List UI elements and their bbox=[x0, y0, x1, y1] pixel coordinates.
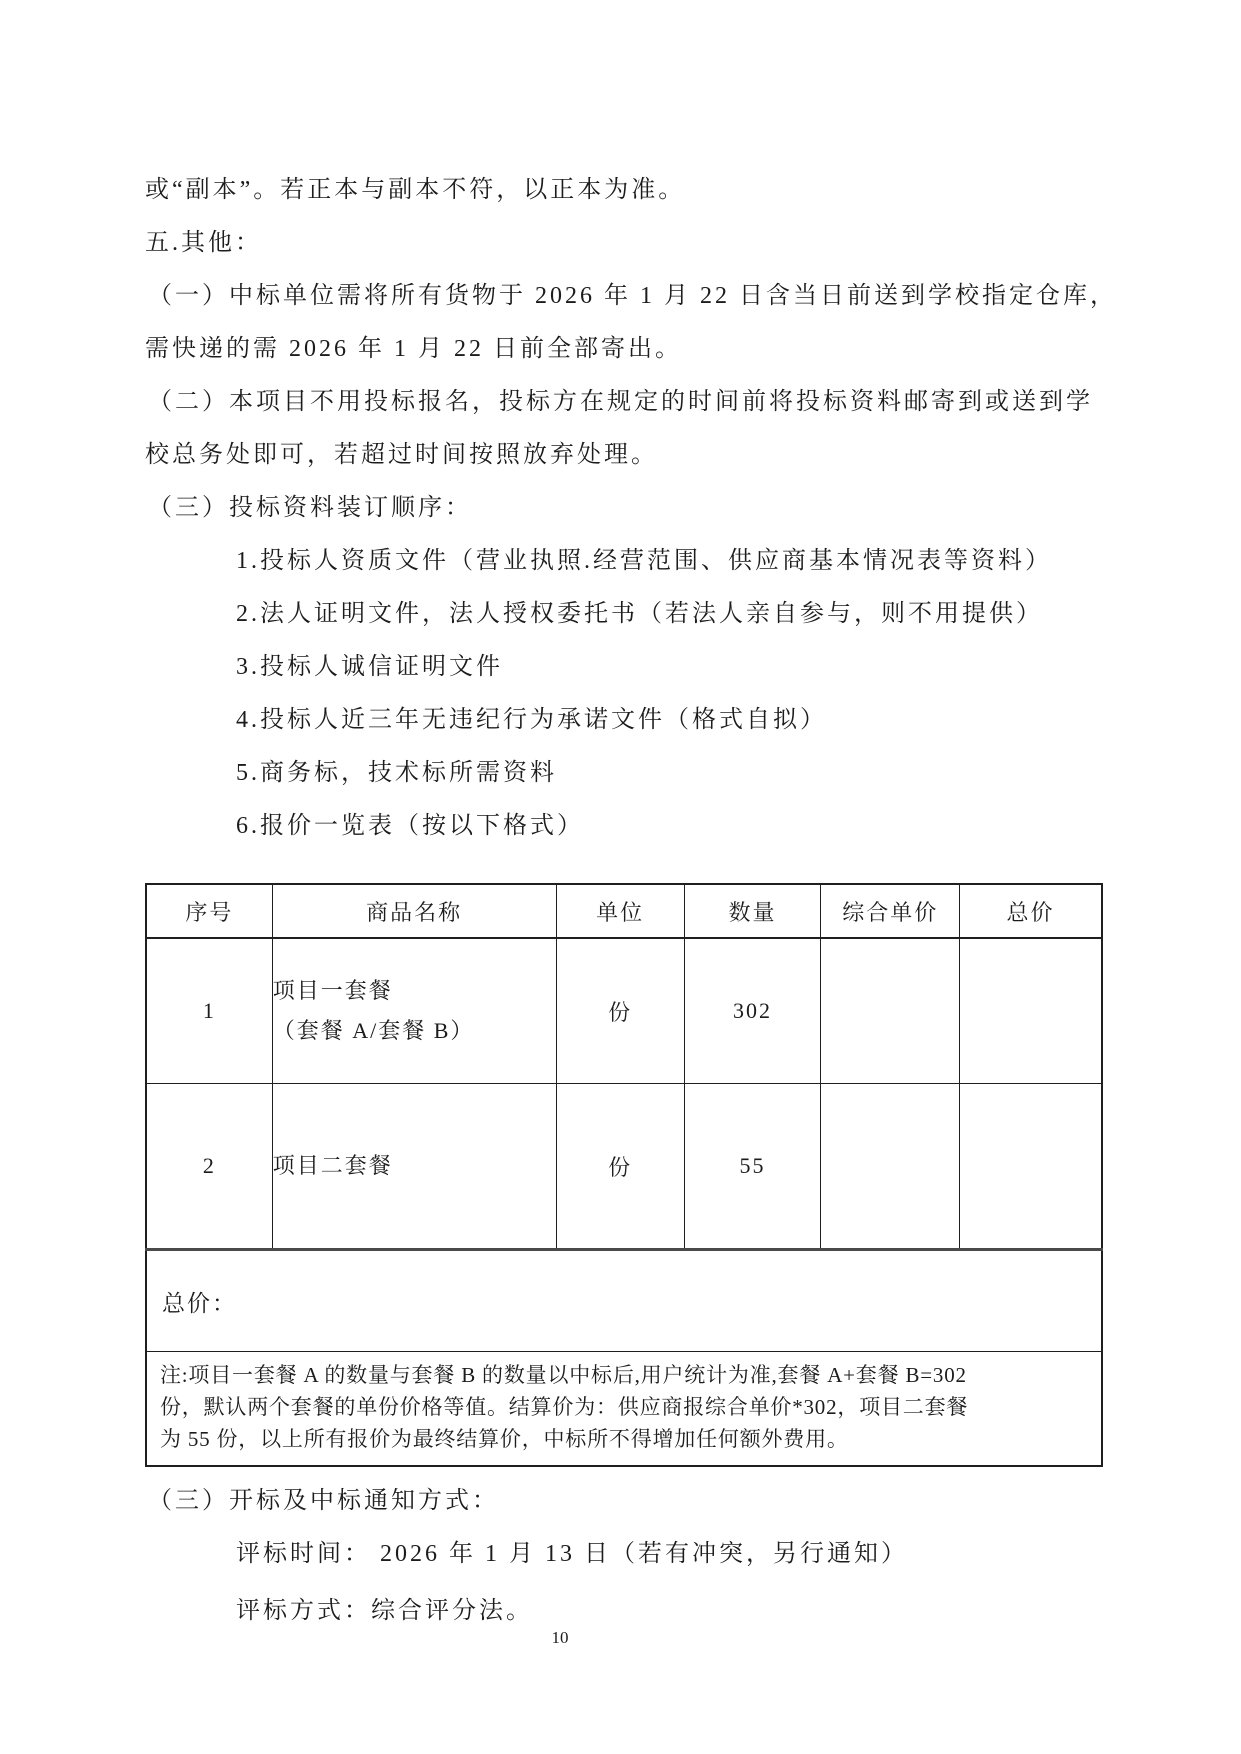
cell-total bbox=[960, 938, 1102, 1084]
list-item-line: 4.投标人近三年无违纪行为承诺文件（格式自拟） bbox=[236, 707, 827, 733]
list-item-line: 5.商务标，技术标所需资料 bbox=[236, 760, 557, 786]
col-header-name: 商品名称 bbox=[272, 884, 556, 938]
note-cell bbox=[146, 1352, 1102, 1467]
closing-line: 评标时间： 2026 年 1 月 13 日（若有冲突，另行通知） bbox=[236, 1541, 908, 1567]
product-name-line: 项目一套餐 bbox=[272, 978, 393, 1003]
paragraph-line: （三）投标资料装订顺序： bbox=[148, 495, 472, 521]
col-header-quantity: 数量 bbox=[684, 884, 821, 938]
paragraph-line: 五.其他： bbox=[145, 230, 262, 256]
product-name-line: （套餐 A/套餐 B） bbox=[272, 1018, 475, 1043]
page-number: 10 bbox=[551, 1628, 569, 1647]
paragraph-line: 或“副本”。若正本与副本不符，以正本为准。 bbox=[145, 177, 686, 203]
closing-section bbox=[145, 1476, 1105, 1640]
cell-seq: 2 bbox=[146, 1084, 272, 1250]
paragraph-line: （二）本项目不用投标报名，投标方在规定的时间前将投标资料邮寄到或送到学 bbox=[148, 389, 1093, 415]
paragraph-line: 需快递的需 2026 年 1 月 22 日前全部寄出。 bbox=[145, 336, 682, 362]
note-line: 注:项目一套餐 A 的数量与套餐 B 的数量以中标后,用户统计为准,套餐 A+套餐 B=302 bbox=[160, 1363, 967, 1387]
cell-unit: 份 bbox=[556, 1084, 684, 1250]
cell-unit: 份 bbox=[556, 938, 684, 1084]
body-paragraphs bbox=[145, 164, 1117, 853]
table-note-row bbox=[146, 1352, 1102, 1467]
cell-total bbox=[960, 1084, 1102, 1250]
col-header-seq: 序号 bbox=[146, 884, 272, 938]
cell-name bbox=[272, 938, 556, 1084]
total-price-label: 总价： bbox=[146, 1250, 1102, 1352]
note-line: 为 55 份，以上所有报价为最终结算价，中标所不得增加任何额外费用。 bbox=[160, 1427, 849, 1451]
col-header-unit-price: 综合单价 bbox=[821, 884, 960, 938]
cell-unit-price bbox=[821, 1084, 960, 1250]
cell-quantity: 302 bbox=[684, 938, 821, 1084]
col-header-total: 总价 bbox=[960, 884, 1102, 938]
list-item-line: 3.投标人诚信证明文件 bbox=[236, 654, 503, 680]
table-header-row bbox=[146, 884, 1102, 938]
paragraph-line: （一）中标单位需将所有货物于 2026 年 1 月 22 日含当日前送到学校指定仓库， bbox=[148, 283, 1117, 309]
closing-line: 评标方式：综合评分法。 bbox=[236, 1598, 533, 1624]
list-item-line: 6.报价一览表（按以下格式） bbox=[236, 813, 584, 839]
list-item-line: 2.法人证明文件，法人授权委托书（若法人亲自参与，则不用提供） bbox=[236, 601, 1043, 627]
list-item-line: 1.投标人资质文件（营业执照.经营范围、供应商基本情况表等资料） bbox=[236, 548, 1052, 574]
cell-seq: 1 bbox=[146, 938, 272, 1084]
cell-name bbox=[272, 1084, 556, 1250]
note-line: 份，默认两个套餐的单份价格等值。结算价为：供应商报综合单价*302，项目二套餐 bbox=[160, 1395, 969, 1419]
table-total-row bbox=[146, 1250, 1102, 1352]
col-header-unit: 单位 bbox=[556, 884, 684, 938]
table-row bbox=[146, 938, 1102, 1084]
table-row bbox=[146, 1084, 1102, 1250]
price-quotation-table bbox=[145, 883, 1103, 1467]
product-name-line: 项目二套餐 bbox=[272, 1153, 393, 1178]
closing-line: （三）开标及中标通知方式： bbox=[148, 1488, 499, 1514]
cell-unit-price bbox=[821, 938, 960, 1084]
paragraph-line: 校总务处即可，若超过时间按照放弃处理。 bbox=[145, 442, 658, 468]
cell-quantity: 55 bbox=[684, 1084, 821, 1250]
